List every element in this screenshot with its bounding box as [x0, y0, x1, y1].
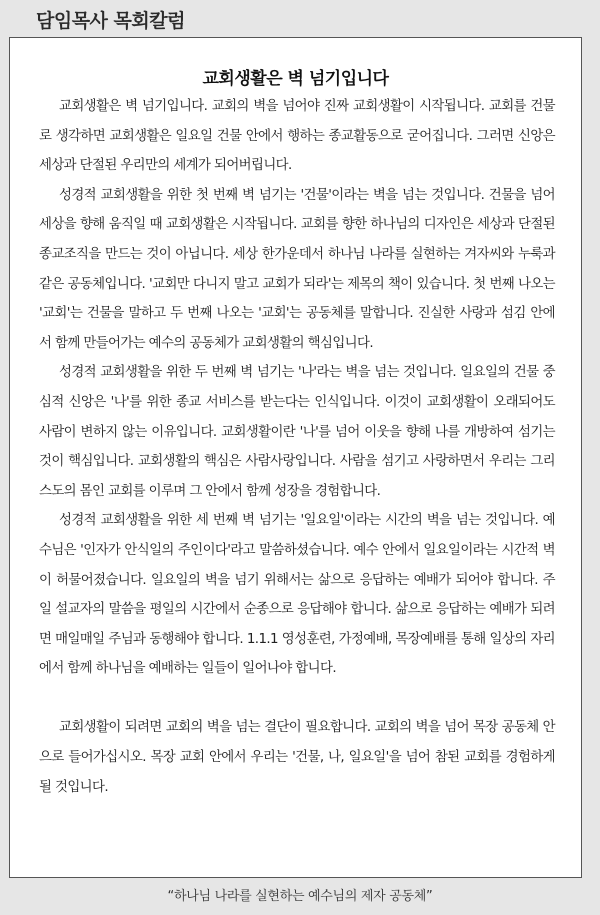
article-paragraph-2: 성경적 교회생활을 위한 첫 번째 벽 넘기는 '건물'이라는 벽을 넘는 것입니다. 건물을 넘어 세상을 향해 움직일 때 교회생활은 시작됩니다. 교회를 향한 하나님의 디자인은 세상과 단절된 종교조직을 만드는 것이 아닙니다. 세상 한가운데서 하나님 나라를 실현하는 겨자씨와 누룩과 같은 공동체입니다. '교회만 다니지 말고 교회가 되라'는 제목의 책이 있습니다. 첫 번째 나오는 '교회'는 건물을 말하고 두 번째 나오는 '교회'는 공동체를 말합니다. 진실한 사랑과 섬김 안에서 함께 만들어가는 예수의 공동체가 교회생활의 핵심입니다.: [39, 187, 555, 351]
footer-slogan: “하나님 나라를 실현하는 예수님의 제자 공동체”: [167, 889, 433, 904]
article-body: [39, 92, 555, 802]
article-title: 교회생활은 벽 넘기입니다: [202, 69, 389, 89]
article-paragraph-5: 교회생활이 되려면 교회의 벽을 넘는 결단이 필요합니다. 교회의 벽을 넘어 목장 공동체 안으로 들어가십시오. 목장 교회 안에서 우리는 '건물, 나, 일요일'을 넘어 참된 교회를 경험하게 될 것입니다.: [39, 720, 555, 795]
page-header-title: 담임목사 목회칼럼: [36, 10, 185, 32]
column-box: [9, 37, 582, 878]
article-paragraph-1: 교회생활은 벽 넘기입니다. 교회의 벽을 넘어야 진짜 교회생활이 시작됩니다. 교회를 건물로 생각하면 교회생활은 일요일 건물 안에서 행하는 종교활동으로 굳어집니다. 그러면 신앙은 세상과 단절된 우리만의 세계가 되어버립니다.: [39, 99, 555, 174]
article-paragraph-3: 성경적 교회생활을 위한 두 번째 벽 넘기는 '나'라는 벽을 넘는 것입니다. 일요일의 건물 중심적 신앙은 '나'를 위한 종교 서비스를 받는다는 인식입니다. 이것이 교회생활이 오래되어도 사람이 변하지 않는 이유입니다. 교회생활이란 '나'를 넘어 이웃을 향해 나를 개방하여 섬기는 것이 핵심입니다. 교회생활의 핵심은 사람사랑입니다. 사람을 섬기고 사랑하면서 우리는 그리스도의 몸인 교회를 이루며 그 안에서 함께 성장을 경험합니다.: [39, 365, 555, 499]
article-paragraph-4: 성경적 교회생활을 위한 세 번째 벽 넘기는 '일요일'이라는 시간의 벽을 넘는 것입니다. 예수님은 '인자가 안식일의 주인이다'라고 말씀하셨습니다. 예수 안에서 일요일이라는 시간적 벽이 허물어졌습니다. 일요일의 벽을 넘기 위해서는 삶으로 응답하는 예배가 되어야 합니다. 주일 설교자의 말씀을 평일의 시간에서 순종으로 응답해야 합니다. 삶으로 응답하는 예배가 되려면 매일매일 주님과 동행해야 합니다. 1.1.1 영성훈련, 가정예배, 목장예배를 통해 일상의 자리에서 함께 하나님을 예배하는 일들이 일어나야 합니다.: [39, 513, 555, 677]
